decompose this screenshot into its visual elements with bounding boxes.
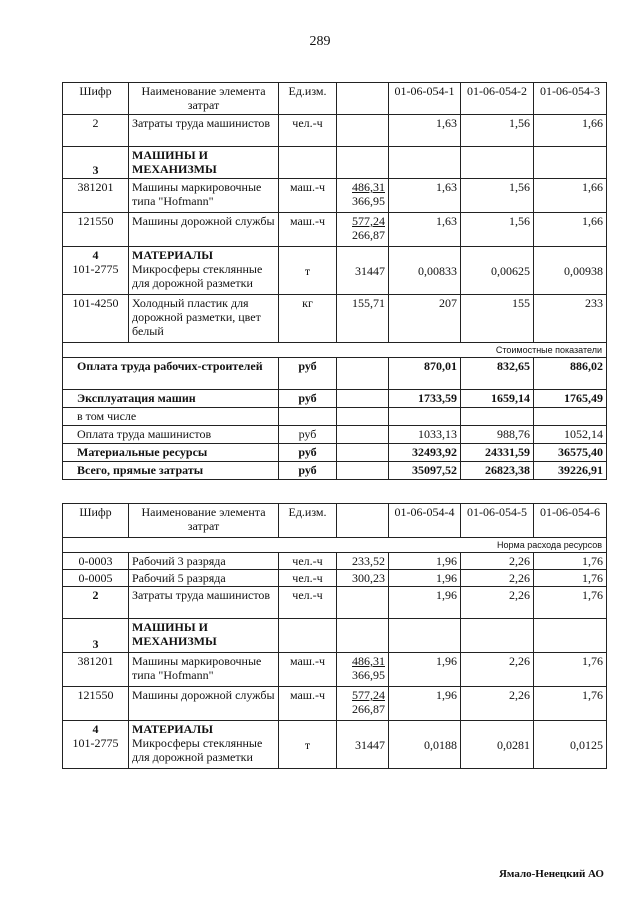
row-name: Машины маркировочные типа "Hofmann" [129, 179, 279, 213]
table-row [63, 295, 607, 343]
group-code: 4 [92, 722, 99, 736]
row-price: 155,71 [337, 295, 389, 343]
row-value-2: 1,56 [461, 115, 534, 147]
item-code: 101-2775 [72, 736, 119, 750]
table-row [63, 619, 607, 653]
table-row [63, 687, 607, 721]
row-value-1: 1,96 [389, 570, 461, 587]
summary-value-2: 24331,59 [461, 444, 534, 462]
row-value-3: 233 [534, 295, 607, 343]
row-value-3: 0,00938 [534, 247, 607, 295]
summary-value-3: 39226,91 [534, 462, 607, 480]
row-unit: т [279, 247, 337, 295]
header-norm-6: 01-06-054-6 [534, 504, 607, 538]
section-label: Норма расхода ресурсов [63, 538, 607, 553]
summary-value-3: 886,02 [534, 358, 607, 390]
row-price [337, 653, 389, 687]
row-unit: чел.-ч [279, 570, 337, 587]
row-code: 3 [63, 619, 129, 653]
row-name: Холодный пластик для дорожной разметки, цвет белый [129, 295, 279, 343]
summary-name: в том числе [63, 408, 279, 426]
row-value-1: 0,0188 [389, 721, 461, 769]
summary-value-3: 1052,14 [534, 426, 607, 444]
header-name: Наименование элемента затрат [129, 504, 279, 538]
section-label-row [63, 343, 607, 358]
row-value-1: 0,00833 [389, 247, 461, 295]
row-code: 2 [63, 115, 129, 147]
summary-row [63, 408, 607, 426]
row-name [129, 247, 279, 295]
header-norm-5: 01-06-054-5 [461, 504, 534, 538]
row-price: 300,23 [337, 570, 389, 587]
row-value-2: 155 [461, 295, 534, 343]
summary-price [337, 426, 389, 444]
row-value-2: 0,00625 [461, 247, 534, 295]
summary-unit [279, 408, 337, 426]
row-price [337, 213, 389, 247]
item-code: 101-2775 [72, 262, 119, 276]
row-name [129, 721, 279, 769]
row-value-1 [389, 147, 461, 179]
table-row [63, 653, 607, 687]
summary-name: Материальные ресурсы [63, 444, 279, 462]
summary-unit: руб [279, 358, 337, 390]
summary-name: Всего, прямые затраты [63, 462, 279, 480]
summary-unit: руб [279, 390, 337, 408]
row-value-2: 2,26 [461, 653, 534, 687]
row-name: Рабочий 3 разряда [129, 553, 279, 570]
row-code: 121550 [63, 213, 129, 247]
group-code: 4 [92, 248, 99, 262]
price-current: 577,24 [352, 688, 385, 702]
row-value-3: 1,76 [534, 553, 607, 570]
table-row [63, 115, 607, 147]
table-row [63, 213, 607, 247]
row-value-3: 1,66 [534, 115, 607, 147]
row-name: Машины дорожной службы [129, 687, 279, 721]
row-price [337, 619, 389, 653]
row-value-3: 1,76 [534, 687, 607, 721]
summary-name: Оплата труда рабочих-строителей [63, 358, 279, 390]
table-row [63, 247, 607, 295]
row-name: Затраты труда машинистов [129, 587, 279, 619]
price-wage: 266,87 [352, 702, 385, 716]
summary-price [337, 358, 389, 390]
summary-unit: руб [279, 462, 337, 480]
row-value-2 [461, 147, 534, 179]
row-code [63, 721, 129, 769]
row-price: 31447 [337, 721, 389, 769]
summary-value-1: 870,01 [389, 358, 461, 390]
row-unit: маш.-ч [279, 687, 337, 721]
summary-value-3: 36575,40 [534, 444, 607, 462]
header-price [337, 504, 389, 538]
price-wage: 266,87 [352, 228, 385, 242]
section-label: Стоимостные показатели [63, 343, 607, 358]
summary-name: Оплата труда машинистов [63, 426, 279, 444]
row-unit: т [279, 721, 337, 769]
header-unit: Ед.изм. [279, 504, 337, 538]
group-name: МАТЕРИАЛЫ [132, 248, 213, 262]
table-row [63, 147, 607, 179]
row-price [337, 179, 389, 213]
row-price: 233,52 [337, 553, 389, 570]
row-value-1: 1,96 [389, 653, 461, 687]
summary-value-3: 1765,49 [534, 390, 607, 408]
summary-row [63, 444, 607, 462]
table-row [63, 570, 607, 587]
summary-value-2 [461, 408, 534, 426]
summary-row [63, 462, 607, 480]
summary-row [63, 426, 607, 444]
row-name: Рабочий 5 разряда [129, 570, 279, 587]
row-value-3 [534, 619, 607, 653]
price-wage: 366,95 [352, 668, 385, 682]
summary-name: Эксплуатация машин [63, 390, 279, 408]
summary-value-2: 26823,38 [461, 462, 534, 480]
header-unit: Ед.изм. [279, 83, 337, 115]
summary-value-2: 832,65 [461, 358, 534, 390]
table-row [63, 587, 607, 619]
table-header-row [63, 504, 607, 538]
header-price [337, 83, 389, 115]
summary-unit: руб [279, 444, 337, 462]
row-value-3 [534, 147, 607, 179]
price-current: 577,24 [352, 214, 385, 228]
row-value-2: 2,26 [461, 687, 534, 721]
summary-value-2: 1659,14 [461, 390, 534, 408]
row-value-1: 1,63 [389, 115, 461, 147]
row-value-1: 1,96 [389, 553, 461, 570]
row-value-2 [461, 619, 534, 653]
row-code: 3 [63, 147, 129, 179]
row-value-2: 2,26 [461, 553, 534, 570]
row-unit [279, 619, 337, 653]
row-name: МАШИНЫ И МЕХАНИЗМЫ [129, 619, 279, 653]
table-row [63, 553, 607, 570]
summary-price [337, 462, 389, 480]
row-value-3: 0,0125 [534, 721, 607, 769]
header-norm-3: 01-06-054-3 [534, 83, 607, 115]
row-unit [279, 147, 337, 179]
row-value-2: 1,56 [461, 179, 534, 213]
row-value-3: 1,66 [534, 213, 607, 247]
row-value-2: 1,56 [461, 213, 534, 247]
row-value-1: 1,96 [389, 587, 461, 619]
row-value-2: 2,26 [461, 570, 534, 587]
header-code: Шифр [63, 504, 129, 538]
row-value-3: 1,66 [534, 179, 607, 213]
summary-value-1 [389, 408, 461, 426]
resource-table-2 [62, 503, 607, 769]
row-code: 381201 [63, 179, 129, 213]
price-wage: 366,95 [352, 194, 385, 208]
row-value-2: 0,0281 [461, 721, 534, 769]
header-norm-1: 01-06-054-1 [389, 83, 461, 115]
row-unit: маш.-ч [279, 653, 337, 687]
summary-value-1: 1733,59 [389, 390, 461, 408]
row-unit: чел.-ч [279, 115, 337, 147]
row-price: 31447 [337, 247, 389, 295]
row-unit: чел.-ч [279, 553, 337, 570]
resource-table-1 [62, 82, 607, 480]
summary-price [337, 444, 389, 462]
summary-value-1: 1033,13 [389, 426, 461, 444]
row-value-2: 2,26 [461, 587, 534, 619]
header-code: Шифр [63, 83, 129, 115]
price-current: 486,31 [352, 654, 385, 668]
row-value-3: 1,76 [534, 570, 607, 587]
row-price [337, 115, 389, 147]
item-name: Микросферы стеклянные для дорожной разметки [132, 736, 263, 764]
row-value-1: 1,63 [389, 213, 461, 247]
row-price [337, 587, 389, 619]
summary-value-1: 32493,92 [389, 444, 461, 462]
summary-row [63, 390, 607, 408]
item-name: Микросферы стеклянные для дорожной разметки [132, 262, 263, 290]
row-code [63, 247, 129, 295]
summary-unit: руб [279, 426, 337, 444]
row-code: 121550 [63, 687, 129, 721]
row-code: 0-0005 [63, 570, 129, 587]
summary-value-2: 988,76 [461, 426, 534, 444]
summary-value-1: 35097,52 [389, 462, 461, 480]
row-unit: маш.-ч [279, 179, 337, 213]
group-name: МАТЕРИАЛЫ [132, 722, 213, 736]
summary-price [337, 408, 389, 426]
header-norm-2: 01-06-054-2 [461, 83, 534, 115]
row-price [337, 147, 389, 179]
summary-price [337, 390, 389, 408]
row-unit: чел.-ч [279, 587, 337, 619]
row-code: 101-4250 [63, 295, 129, 343]
row-value-1: 1,96 [389, 687, 461, 721]
row-value-3: 1,76 [534, 653, 607, 687]
summary-value-3 [534, 408, 607, 426]
section-label-row [63, 538, 607, 553]
row-code: 2 [63, 587, 129, 619]
row-value-1 [389, 619, 461, 653]
table-header-row [63, 83, 607, 115]
row-value-1: 207 [389, 295, 461, 343]
price-current: 486,31 [352, 180, 385, 194]
row-name: МАШИНЫ И МЕХАНИЗМЫ [129, 147, 279, 179]
summary-row [63, 358, 607, 390]
row-unit: кг [279, 295, 337, 343]
row-name: Затраты труда машинистов [129, 115, 279, 147]
region-footer: Ямало-Ненецкий АО [498, 868, 604, 880]
row-name: Машины маркировочные типа "Hofmann" [129, 653, 279, 687]
row-value-3: 1,76 [534, 587, 607, 619]
row-code: 0-0003 [63, 553, 129, 570]
row-unit: маш.-ч [279, 213, 337, 247]
row-price [337, 687, 389, 721]
row-name: Машины дорожной службы [129, 213, 279, 247]
row-code: 381201 [63, 653, 129, 687]
table-row [63, 721, 607, 769]
page-number: 289 [309, 34, 331, 49]
header-name: Наименование элемента затрат [129, 83, 279, 115]
header-norm-4: 01-06-054-4 [389, 504, 461, 538]
table-row [63, 179, 607, 213]
row-value-1: 1,63 [389, 179, 461, 213]
